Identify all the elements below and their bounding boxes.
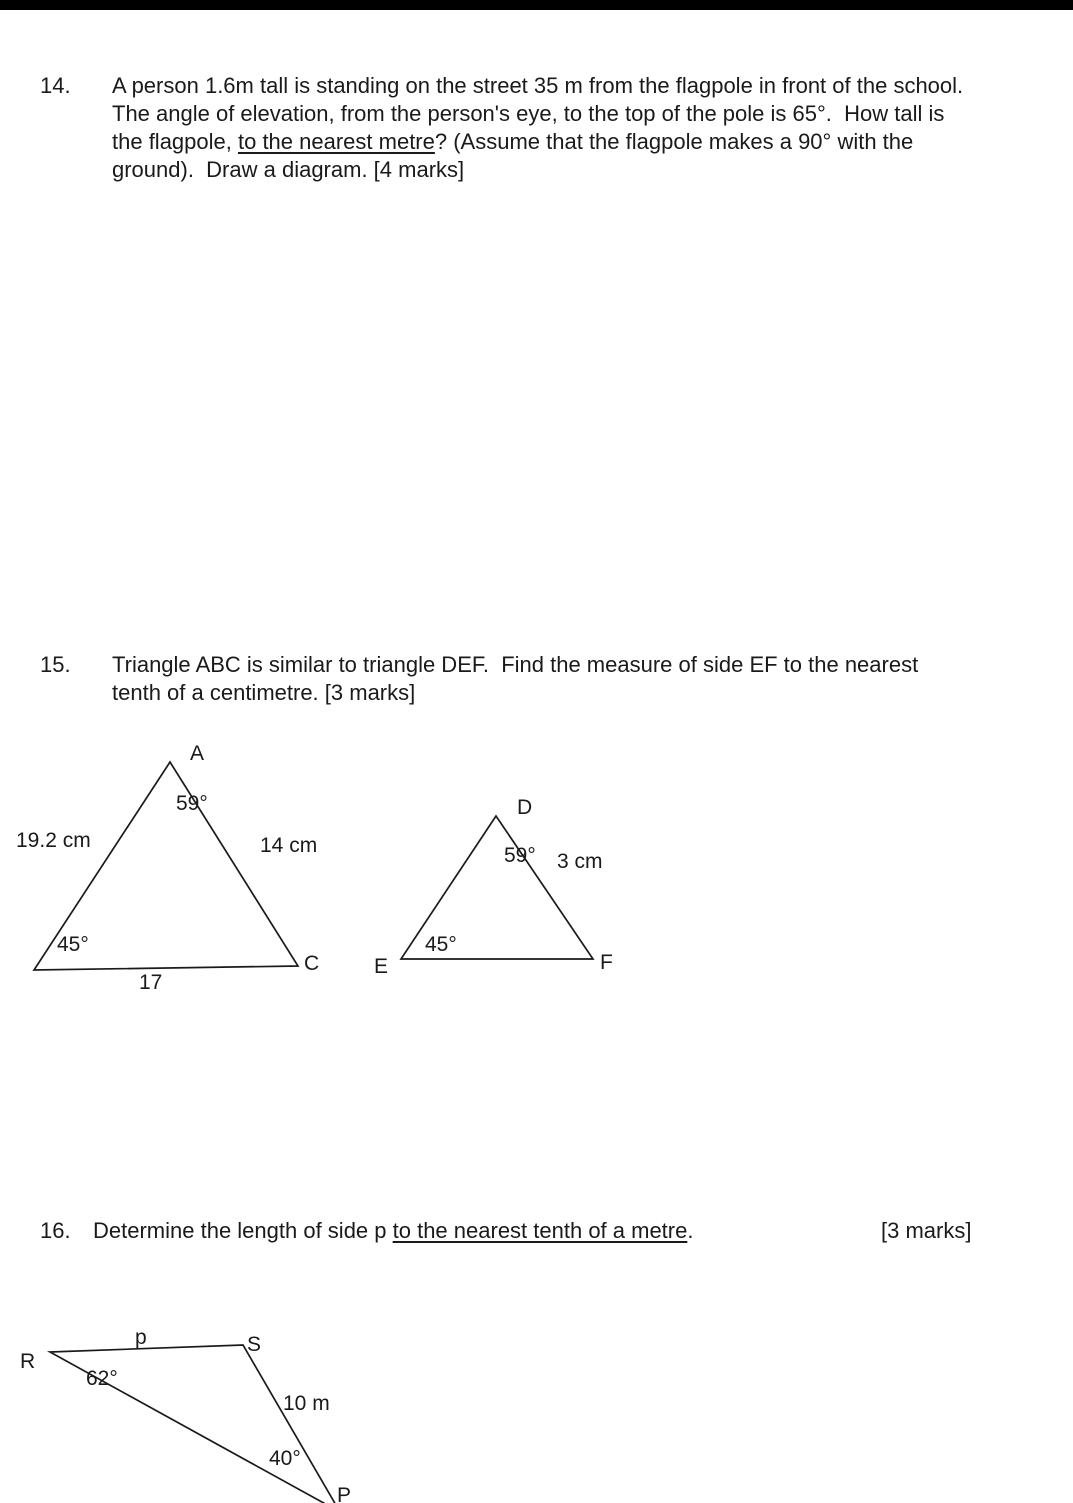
triangle-def-angle-e-label: 45°: [425, 933, 457, 956]
triangle-def-diagram: [365, 795, 655, 985]
triangle-abc-angle-b-label: 45°: [57, 933, 89, 956]
question-14-line-3-pre: the flagpole,: [112, 129, 238, 154]
triangle-abc-side-ab-label: 19.2 cm: [16, 829, 91, 852]
question-15-line-1: Triangle ABC is similar to triangle DEF. Find the measure of side EF to the nearest: [112, 652, 919, 677]
triangle-rsp-vertex-p-label: P: [337, 1484, 352, 1503]
question-14-line-4: ground). Draw a diagram. [4 marks]: [112, 157, 465, 182]
triangle-def-vertex-d-label: D: [517, 796, 533, 819]
triangle-abc-vertex-a-label: A: [190, 742, 205, 765]
question-14-line-1: A person 1.6m tall is standing on the street 35 m from the flagpole in front of the school.: [112, 73, 964, 98]
question-14-line-3-underlined: to the nearest metre: [237, 129, 435, 154]
triangle-rsp-angle-p-label: 40°: [269, 1447, 301, 1470]
question-16-pre: Determine the length of side p: [93, 1218, 393, 1243]
triangle-def-angle-d-label: 59°: [504, 844, 536, 867]
triangle-rsp-side-p-label: p: [135, 1326, 147, 1349]
question-16-number: 16.: [40, 1218, 71, 1243]
question-16-underlined: to the nearest tenth of a metre: [392, 1218, 688, 1243]
question-16-post: .: [687, 1218, 694, 1243]
question-14-line-2: The angle of elevation, from the person's eye, to the top of the pole is 65°. How tall is: [112, 101, 945, 126]
question-15-number: 15.: [40, 652, 71, 677]
question-16-text: [93, 1217, 873, 1245]
question-14-number: 14.: [40, 73, 71, 98]
triangle-rsp-diagram: [0, 1325, 380, 1503]
triangle-rsp-side-sp-label: 10 m: [283, 1392, 330, 1415]
question-14-line-3-post: ? (Assume that the flagpole makes a 90° with the: [434, 129, 914, 154]
triangle-def-vertex-e-label: E: [374, 955, 389, 978]
triangle-def-vertex-f-label: F: [600, 951, 613, 974]
question-15-text: [112, 651, 1057, 707]
question-14-text: [112, 72, 1057, 184]
question-16-line: [93, 1217, 873, 1245]
triangle-abc-angle-a-label: 59°: [176, 792, 208, 815]
scan-edge-bar: [0, 0, 1073, 10]
triangle-rsp-vertex-s-label: S: [247, 1333, 262, 1356]
triangle-abc-side-bc-label: 17: [139, 971, 163, 994]
triangle-rsp-vertex-r-label: R: [20, 1350, 36, 1373]
question-15-line-2: tenth of a centimetre. [3 marks]: [112, 680, 416, 705]
triangle-rsp-angle-r-label: 62°: [86, 1367, 118, 1390]
triangle-def-side-df-label: 3 cm: [557, 850, 603, 873]
question-16-marks: [3 marks]: [881, 1218, 972, 1243]
question-14-line-3: [112, 128, 1057, 156]
triangle-abc-diagram: [0, 735, 360, 1005]
triangle-abc-vertex-c-label: C: [304, 952, 320, 975]
triangle-abc-side-ac-label: 14 cm: [260, 834, 318, 857]
